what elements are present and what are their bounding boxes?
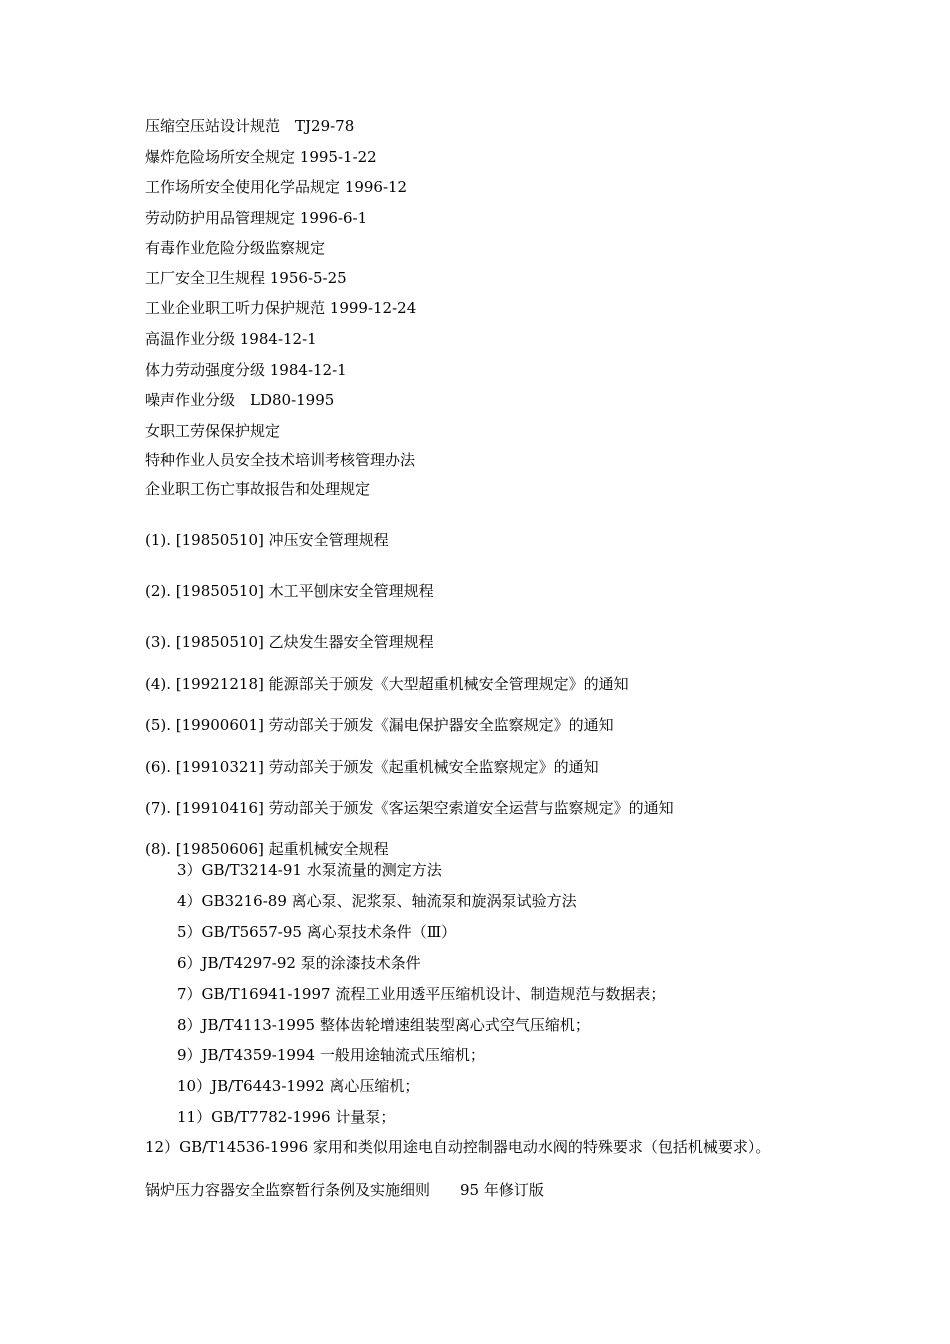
regulation-line: 噪声作业分级 LD80-1995 [145,391,335,409]
numbered-regulation: (4). [19921218] 能源部关于颁发《大型超重机械安全管理规定》的通知 [145,675,629,693]
numbered-regulation: (8). [19850606] 起重机械安全规程 [145,840,389,858]
regulation-line: 高温作业分级 1984-12-1 [145,330,317,348]
standard-line: 8）JB/T4113-1995 整体齿轮增速组装型离心式空气压缩机； [177,1016,590,1034]
standard-line: 4）GB3216-89 离心泵、泥浆泵、轴流泵和旋涡泵试验方法 [177,892,577,910]
regulation-line: 压缩空压站设计规范 TJ29-78 [145,117,355,135]
standard-line: 7）GB/T16941-1997 流程工业用透平压缩机设计、制造规范与数据表； [177,985,666,1003]
regulation-line: 工业企业职工听力保护规范 1999-12-24 [145,299,417,317]
regulation-line: 爆炸危险场所安全规定 1995-1-22 [145,148,377,166]
regulation-line: 体力劳动强度分级 1984-12-1 [145,361,347,379]
closing-regulation-line: 锅炉压力容器安全监察暂行条例及实施细则 95 年修订版 [145,1181,544,1199]
regulation-line: 有毒作业危险分级监察规定 [145,239,326,257]
numbered-regulation: (5). [19900601] 劳动部关于颁发《漏电保护器安全监察规定》的通知 [145,716,614,734]
standard-line: 11）GB/T7782-1996 计量泵； [177,1108,396,1126]
numbered-regulation: (7). [19910416] 劳动部关于颁发《客运架空索道安全运营与监察规定》的通知 [145,799,674,817]
standard-line: 3）GB/T3214-91 水泵流量的测定方法 [177,861,442,879]
numbered-regulation: (2). [19850510] 木工平刨床安全管理规程 [145,582,434,600]
regulation-line: 工厂安全卫生规程 1956-5-25 [145,269,347,287]
standard-line: 6）JB/T4297-92 泵的涂漆技术条件 [177,954,421,972]
numbered-regulation: (3). [19850510] 乙炔发生器安全管理规程 [145,633,434,651]
standard-line: 5）GB/T5657-95 离心泵技术条件（Ⅲ） [177,923,457,941]
standard-line: 12）GB/T14536-1996 家用和类似用途电自动控制器电动水阀的特殊要求（包括机械要求）。 [145,1138,771,1156]
regulation-line: 劳动防护用品管理规定 1996-6-1 [145,209,368,227]
numbered-regulation: (1). [19850510] 冲压安全管理规程 [145,531,389,549]
regulation-line: 工作场所安全使用化学品规定 1996-12 [145,178,408,196]
regulation-line: 女职工劳保保护规定 [145,422,281,440]
numbered-regulation: (6). [19910321] 劳动部关于颁发《起重机械安全监察规定》的通知 [145,758,599,776]
regulation-line: 企业职工伤亡事故报告和处理规定 [145,480,371,498]
standard-line: 9）JB/T4359-1994 一般用途轴流式压缩机； [177,1046,485,1064]
regulation-line: 特种作业人员安全技术培训考核管理办法 [145,451,416,469]
standard-line: 10）JB/T6443-1992 离心压缩机； [177,1077,420,1095]
